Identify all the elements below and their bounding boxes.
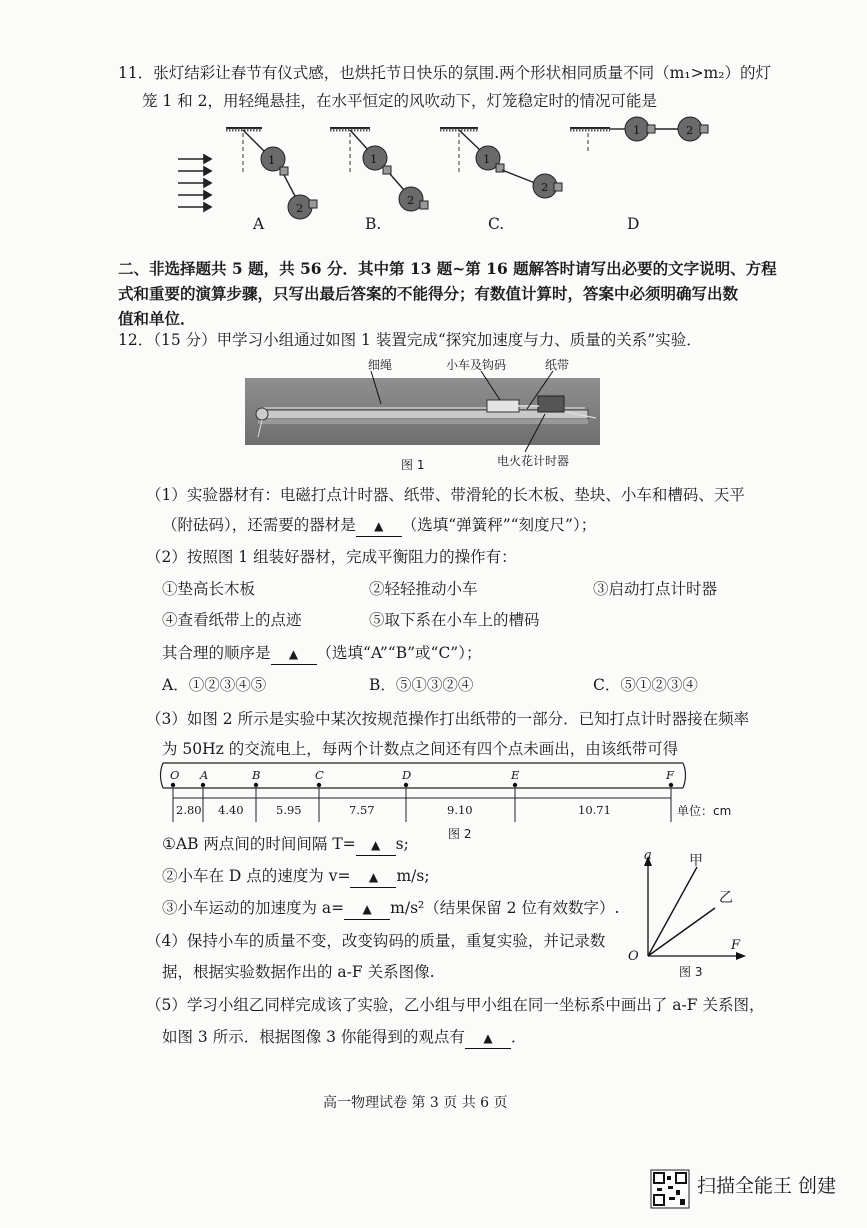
option-a-label: A: [253, 215, 265, 233]
lantern-a-1: 1: [268, 153, 276, 167]
tape-point-a: A: [200, 768, 209, 782]
segment-ab: 4.40: [218, 803, 244, 817]
p5-prefix: 如图 3 所示．根据图像 3 你能得到的观点有: [162, 1028, 465, 1046]
step-3: ③启动打点计时器: [593, 580, 718, 598]
fig3-origin: O: [628, 949, 639, 964]
segment-oa: 2.80: [176, 803, 202, 817]
lantern-d-2: 2: [686, 123, 694, 137]
p1-suffix: （选填“弹簧秤”“刻度尺”）；: [401, 516, 597, 534]
lantern-c-1: 1: [483, 152, 491, 166]
segment-de: 9.10: [447, 803, 473, 817]
step-5: ⑤取下系在小车上的槽码: [369, 611, 540, 629]
tape-point-b: B: [252, 768, 261, 782]
section2-line3: 值和单位．: [118, 309, 196, 328]
fig1-label-timer: 电火花计时器: [497, 454, 570, 468]
segment-cd: 7.57: [349, 803, 375, 817]
watermark-text: 扫描全能王 创建: [697, 1175, 837, 1197]
tape-unit: 单位：cm: [677, 804, 732, 818]
choice-a: A．①②③④⑤: [162, 676, 267, 694]
option-b-label: B.: [365, 215, 382, 233]
step-2: ②轻轻推动小车: [369, 580, 478, 598]
fig3-label-yi: 乙: [719, 890, 733, 906]
order-prefix: 其合理的顺序是: [162, 644, 271, 662]
choice-b: B．⑤①③②④: [369, 676, 474, 694]
p1-prefix: （附砝码），还需要的器材是: [162, 516, 356, 534]
blank-mark: ▲: [374, 519, 384, 533]
blank-mark: ▲: [288, 647, 299, 661]
fig3-y-axis: a: [644, 848, 652, 863]
lantern-d-1: 1: [633, 123, 641, 137]
fig3-label-jia: 甲: [689, 853, 703, 869]
blank-mark: ▲: [483, 1031, 493, 1045]
fig1-caption: 图 1: [401, 458, 425, 472]
fig2-caption: 图 2: [448, 827, 472, 841]
blank-mark: ▲: [368, 870, 379, 884]
q12-intro: 12．（15 分）甲学习小组通过如图 1 装置完成“探究加速度与力、质量的关系”实验．: [118, 331, 702, 349]
sub2-prefix: ②小车在 D 点的速度为 v=: [162, 867, 351, 885]
q11-line1: 11．张灯结彩让春节有仪式感，也烘托节日快乐的氛围.两个形状相同质量不同（m₁>m₂）的灯: [118, 64, 771, 82]
blank-mark: ▲: [371, 838, 381, 852]
tape-point-o: O: [170, 768, 180, 782]
sub3-suffix: m/s²（结果保留 2 位有效数字）.: [390, 899, 620, 917]
section2-line1: 二、非选择题共 5 题，共 56 分．其中第 13 题~第 16 题解答时请写出必要的文字说明、方程: [118, 259, 777, 278]
segment-ef: 10.71: [578, 803, 611, 817]
q12-p1-line1: （1）实验器材有：电磁打点计时器、纸带、带滑轮的长木板、垫块、小车和槽码、天平: [146, 486, 745, 504]
blank-mark: ▲: [362, 902, 372, 916]
lantern-b-1: 1: [370, 152, 378, 166]
lantern-b-2: 2: [407, 193, 415, 207]
p5-suffix: ．: [510, 1028, 527, 1046]
choice-c: C．⑤①②③④: [593, 676, 698, 694]
q11-line2: 笼 1 和 2，用轻绳悬挂，在水平恒定的风吹动下，灯笼稳定时的情况可能是: [142, 92, 658, 110]
sub1-suffix: s;: [395, 835, 409, 853]
sub2-suffix: m/s;: [396, 867, 430, 885]
q12-p3-line1: （3）如图 2 所示是实验中某次按规范操作打出纸带的一部分．已知打点计时器接在频率: [146, 710, 750, 728]
tape-point-f: F: [666, 768, 674, 782]
option-c-label: C.: [488, 215, 505, 233]
q12-p3-line2: 为 50Hz 的交流电上，每两个计数点之间还有四个点未画出，由该纸带可得: [162, 740, 679, 758]
step-4: ④查看纸带上的点迹: [162, 611, 302, 629]
q12-p2: （2）按照图 1 组装好器材，完成平衡阻力的操作有：: [146, 548, 517, 566]
segment-bc: 5.95: [276, 803, 302, 817]
tape-point-d: D: [402, 768, 412, 782]
fig3-x-axis: F: [731, 938, 741, 953]
tape-point-e: E: [511, 768, 520, 782]
fig1-label-cart: 小车及钩码: [446, 358, 507, 372]
fig3-caption: 图 3: [679, 965, 703, 979]
sub3-prefix: ③小车运动的加速度为 a=: [162, 899, 345, 917]
tape-point-c: C: [315, 768, 324, 782]
fig1-label-tape: 纸带: [545, 358, 570, 372]
fig1-label-rope: 细绳: [368, 358, 393, 372]
step-1: ①垫高长木板: [162, 580, 256, 598]
page-footer: 高一物理试卷 第 3 页 共 6 页: [323, 1095, 508, 1111]
q12-p4-line2: 据，根据实验数据作出的 a-F 关系图像.: [162, 963, 435, 981]
sub1-prefix: ①AB 两点间的时间间隔 T=: [162, 835, 356, 853]
lantern-a-2: 2: [296, 201, 304, 215]
q12-p5-line1: （5）学习小组乙同样完成该了实验，乙小组与甲小组在同一坐标系中画出了 a-F 关系图，: [146, 996, 765, 1014]
order-suffix: （选填“A”“B”或“C”）；: [316, 644, 482, 662]
lantern-c-2: 2: [541, 180, 549, 194]
section2-line2: 式和重要的演算步骤，只写出最后答案的不能得分；有数值计算时，答案中必须明确写出数: [118, 284, 739, 303]
option-d-label: D: [627, 215, 640, 233]
q12-p4-line1: （4）保持小车的质量不变，改变钩码的质量，重复实验，并记录数: [146, 932, 606, 950]
